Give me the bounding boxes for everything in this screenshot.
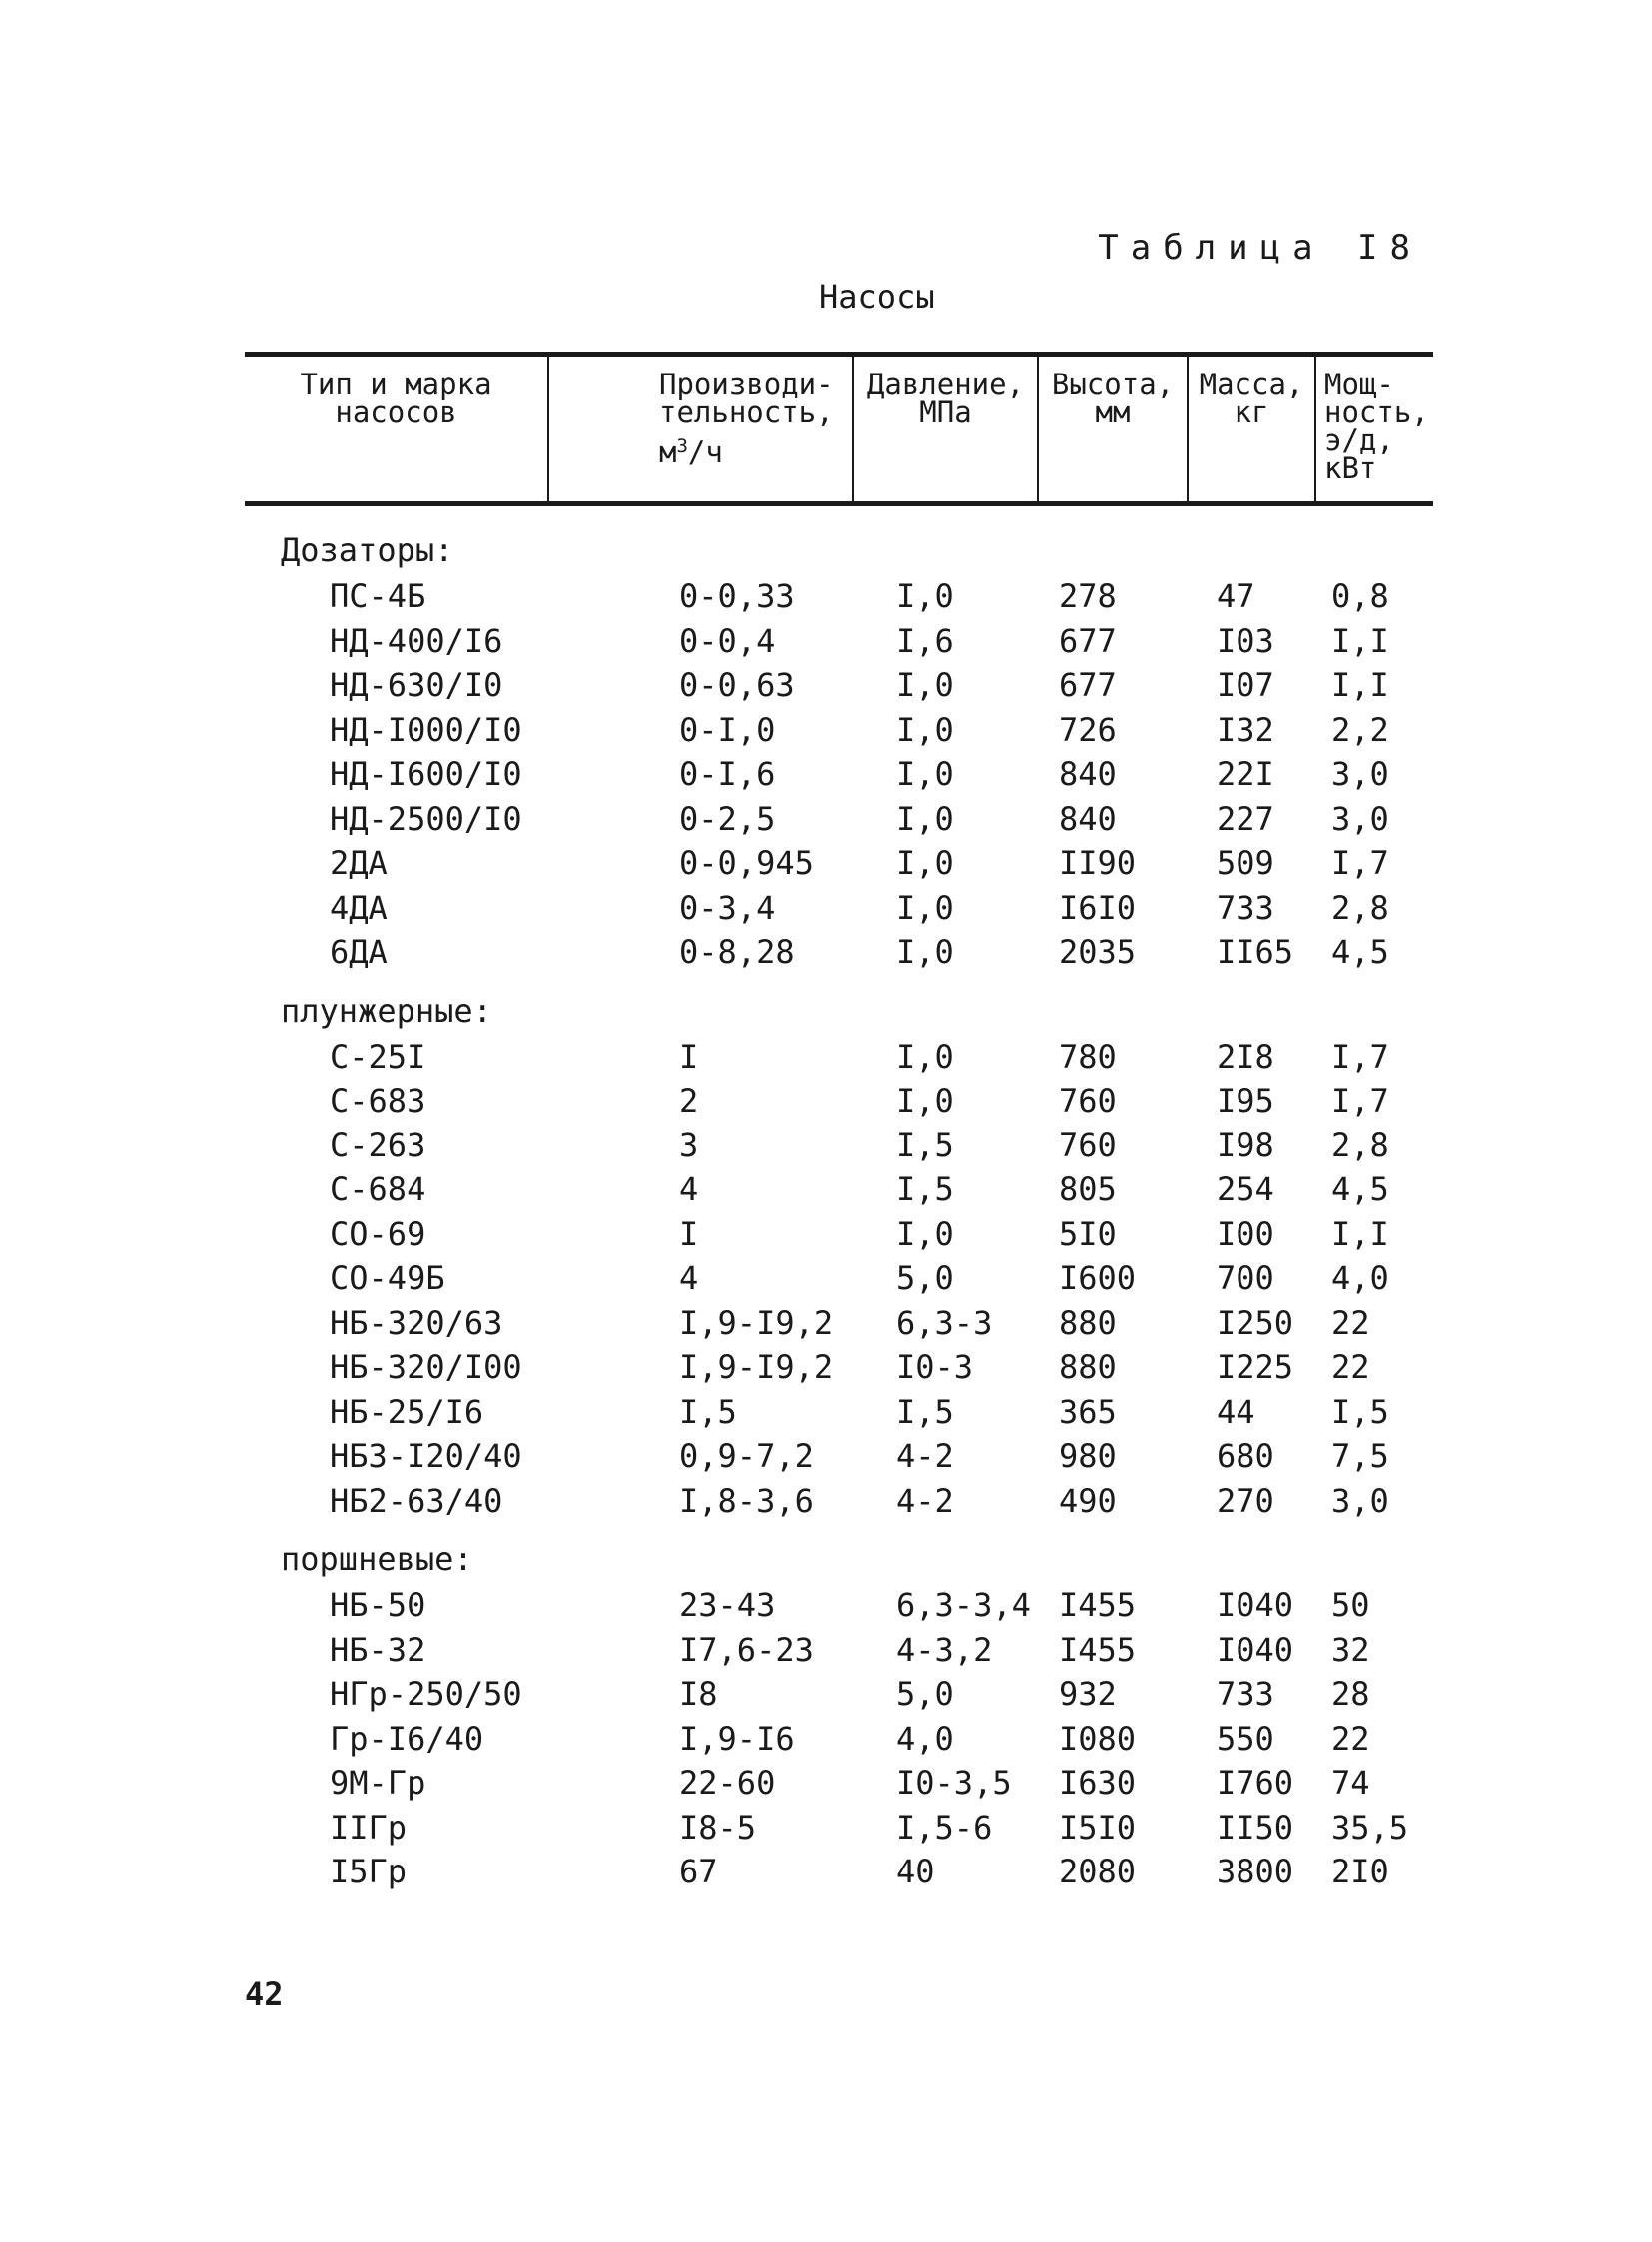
cell-type-brand: НД-630/I0: [330, 666, 503, 704]
page-number: 42: [245, 1975, 284, 2013]
cell-type-brand: НБ-320/I00: [330, 1348, 522, 1386]
cell-pressure: I,0: [896, 1037, 954, 1076]
cell-height: 677: [1059, 621, 1117, 660]
table-row: [245, 1628, 1433, 1673]
cell-type-brand: Гр-I6/40: [330, 1719, 484, 1758]
cell-mass: 680: [1217, 1437, 1274, 1475]
header-type-brand: Тип и марка насосов: [245, 357, 549, 501]
table-row: [245, 1479, 1433, 1524]
section-gap: [245, 1523, 1433, 1535]
table-row: [245, 663, 1433, 708]
section-label: Дозаторы:: [281, 531, 454, 569]
section-gap: [245, 975, 1433, 987]
cell-type-brand: НБ-25/I6: [330, 1392, 484, 1431]
table-row: [245, 1672, 1433, 1717]
cell-height: 760: [1059, 1082, 1117, 1120]
cell-height: 840: [1059, 755, 1117, 793]
cell-capacity: 0,9-7,2: [679, 1437, 814, 1475]
cell-power: I,I: [1331, 1214, 1389, 1253]
cell-height: I5I0: [1059, 1808, 1137, 1847]
cell-type-brand: НБ2-63/40: [330, 1481, 503, 1520]
cell-capacity: I,9-I6: [679, 1719, 795, 1758]
cell-pressure: 4-3,2: [896, 1630, 993, 1669]
cell-pressure: I,0: [896, 888, 954, 927]
cell-mass: 227: [1217, 799, 1274, 838]
cell-pressure: 4-2: [896, 1481, 954, 1520]
cell-type-brand: НД-400/I6: [330, 621, 503, 660]
cell-mass: 44: [1217, 1392, 1255, 1431]
cell-power: 4,5: [1331, 1170, 1389, 1208]
cell-mass: 254: [1217, 1170, 1274, 1208]
cell-height: 840: [1059, 799, 1117, 838]
header-capacity: Производи- тельность, $м^3/ч$: [549, 357, 854, 501]
cell-type-brand: ПС-4Б: [330, 577, 426, 615]
cell-height: 677: [1059, 666, 1117, 704]
cell-pressure: 6,3-3: [896, 1303, 993, 1342]
cell-mass: 733: [1217, 888, 1274, 927]
cell-type-brand: С-683: [330, 1082, 426, 1120]
cell-power: 74: [1331, 1764, 1370, 1802]
cell-power: 3,0: [1331, 799, 1389, 838]
cell-height: II90: [1059, 844, 1137, 882]
cell-mass: 2I8: [1217, 1037, 1274, 1076]
cell-mass: 509: [1217, 844, 1274, 882]
cell-height: I455: [1059, 1630, 1137, 1669]
cell-pressure: I,0: [896, 755, 954, 793]
cell-capacity: 2: [679, 1082, 699, 1120]
cell-mass: I95: [1217, 1082, 1274, 1120]
cell-height: 760: [1059, 1125, 1117, 1164]
cell-mass: II50: [1217, 1808, 1294, 1847]
cell-height: I6I0: [1059, 888, 1137, 927]
cell-type-brand: НБ-32: [330, 1630, 426, 1669]
cell-power: I,7: [1331, 844, 1389, 882]
cell-power: I,I: [1331, 666, 1389, 704]
cell-capacity: 0-0,4: [679, 621, 776, 660]
cell-capacity: 0-0,63: [679, 666, 795, 704]
cell-mass: I040: [1217, 1586, 1294, 1624]
cell-type-brand: 6ДА: [330, 933, 388, 971]
cell-capacity: I,9-I9,2: [679, 1303, 834, 1342]
cell-pressure: I,0: [896, 844, 954, 882]
table-body: [245, 506, 1433, 1894]
cell-capacity: I,9-I9,2: [679, 1348, 834, 1386]
cell-pressure: I,5: [896, 1392, 954, 1431]
cell-type-brand: НБ-50: [330, 1586, 426, 1624]
cell-mass: I98: [1217, 1125, 1274, 1164]
cell-mass: 733: [1217, 1675, 1274, 1713]
header-pressure: Давление, МПа: [854, 357, 1039, 501]
cell-capacity: I,5: [679, 1392, 737, 1431]
cell-power: 22: [1331, 1719, 1370, 1758]
cell-capacity: 0-2,5: [679, 799, 776, 838]
table-row: [245, 930, 1433, 975]
cell-mass: I040: [1217, 1630, 1294, 1669]
cell-type-brand: 2ДА: [330, 844, 388, 882]
cell-height: 490: [1059, 1481, 1117, 1520]
cell-power: 35,5: [1331, 1808, 1409, 1847]
cell-power: 2,8: [1331, 888, 1389, 927]
cell-power: I,I: [1331, 621, 1389, 660]
table-row: [245, 574, 1433, 619]
cell-mass: I250: [1217, 1303, 1294, 1342]
cell-capacity: I7,6-23: [679, 1630, 814, 1669]
cell-height: 780: [1059, 1037, 1117, 1076]
cell-type-brand: 4ДА: [330, 888, 388, 927]
cell-power: 2,2: [1331, 710, 1389, 749]
cell-height: 278: [1059, 577, 1117, 615]
cell-capacity: I8: [679, 1675, 718, 1713]
cell-capacity: 0-3,4: [679, 888, 776, 927]
cell-type-brand: СО-49Б: [330, 1259, 445, 1297]
table-caption: Таблица I8: [1098, 228, 1422, 268]
table-row: [245, 1035, 1433, 1080]
cell-height: 726: [1059, 710, 1117, 749]
cell-capacity: 4: [679, 1170, 699, 1208]
cell-pressure: I,0: [896, 1214, 954, 1253]
cell-power: I,7: [1331, 1037, 1389, 1076]
table-row: [245, 841, 1433, 886]
cell-height: I600: [1059, 1259, 1137, 1297]
cell-capacity: 0-I,0: [679, 710, 776, 749]
cell-height: 365: [1059, 1392, 1117, 1431]
table-row: [245, 1761, 1433, 1806]
cell-capacity: 0-0,945: [679, 844, 814, 882]
cell-capacity: 0-I,6: [679, 755, 776, 793]
table-row: [245, 1079, 1433, 1123]
cell-mass: I03: [1217, 621, 1274, 660]
cell-capacity: I: [679, 1037, 699, 1076]
cell-capacity: 22-60: [679, 1764, 776, 1802]
table-row: [245, 752, 1433, 797]
cell-pressure: I,0: [896, 577, 954, 615]
cell-mass: 22I: [1217, 755, 1274, 793]
cell-height: 805: [1059, 1170, 1117, 1208]
table-row: [245, 1806, 1433, 1851]
cell-power: I,5: [1331, 1392, 1389, 1431]
cell-pressure: I,0: [896, 666, 954, 704]
cell-pressure: I,0: [896, 799, 954, 838]
cell-type-brand: СО-69: [330, 1214, 426, 1253]
cell-capacity: 67: [679, 1853, 718, 1890]
table-row: [245, 1345, 1433, 1390]
cell-power: 32: [1331, 1630, 1370, 1669]
cell-power: 0,8: [1331, 577, 1389, 615]
cell-pressure: 40: [896, 1853, 935, 1890]
table-row: [245, 1301, 1433, 1346]
cell-capacity: 23-43: [679, 1586, 776, 1624]
cell-power: 4,5: [1331, 933, 1389, 971]
cell-type-brand: НБ-320/63: [330, 1303, 503, 1342]
table-row: [245, 619, 1433, 664]
table-row: [245, 1717, 1433, 1762]
cell-type-brand: НД-I000/I0: [330, 710, 522, 749]
table-row: [245, 886, 1433, 931]
table-row: [245, 1434, 1433, 1479]
cell-height: 932: [1059, 1675, 1117, 1713]
cell-power: 50: [1331, 1586, 1370, 1624]
cell-power: 28: [1331, 1675, 1370, 1713]
cell-pressure: I,0: [896, 933, 954, 971]
cell-pressure: 5,0: [896, 1259, 954, 1297]
cell-height: 2035: [1059, 933, 1137, 971]
cell-mass: 47: [1217, 577, 1255, 615]
pumps-table: [245, 352, 1433, 1894]
cell-type-brand: НБ3-I20/40: [330, 1437, 522, 1475]
cell-pressure: I,0: [896, 1082, 954, 1120]
cell-mass: I00: [1217, 1214, 1274, 1253]
section-label: поршневые:: [281, 1540, 473, 1578]
cell-pressure: I,5-6: [896, 1808, 993, 1847]
header-mass: Масса, кг: [1189, 357, 1316, 501]
cell-type-brand: IIГр: [330, 1808, 408, 1847]
cell-power: 4,0: [1331, 1259, 1389, 1297]
cell-height: 880: [1059, 1348, 1117, 1386]
cell-power: 2,8: [1331, 1125, 1389, 1164]
cell-mass: 550: [1217, 1719, 1274, 1758]
cell-capacity: I8-5: [679, 1808, 757, 1847]
cell-capacity: 0-0,33: [679, 577, 795, 615]
cell-height: 2080: [1059, 1853, 1137, 1890]
cell-pressure: I0-3,5: [896, 1764, 1012, 1802]
cell-mass: 3800: [1217, 1853, 1294, 1890]
cell-power: 2I0: [1331, 1853, 1389, 1890]
cell-pressure: 4-2: [896, 1437, 954, 1475]
table-row: [245, 1212, 1433, 1257]
cell-pressure: I,0: [896, 710, 954, 749]
cell-height: 880: [1059, 1303, 1117, 1342]
cell-capacity: 3: [679, 1125, 699, 1164]
table-header: [245, 357, 1433, 501]
cell-power: 22: [1331, 1303, 1370, 1342]
cell-power: 3,0: [1331, 1481, 1389, 1520]
cell-power: 3,0: [1331, 755, 1389, 793]
cell-mass: I760: [1217, 1764, 1294, 1802]
table-title: Насосы: [819, 278, 935, 316]
table-row: [245, 1256, 1433, 1301]
table-row: [245, 1390, 1433, 1435]
cell-height: 5I0: [1059, 1214, 1117, 1253]
cell-pressure: 4,0: [896, 1719, 954, 1758]
table-row: [245, 1583, 1433, 1628]
cell-capacity: I: [679, 1214, 699, 1253]
cell-mass: I225: [1217, 1348, 1294, 1386]
cell-power: 22: [1331, 1348, 1370, 1386]
header-power: Мощ- ность, э/д, кВт: [1324, 368, 1429, 485]
cell-type-brand: I5Гр: [330, 1853, 408, 1890]
header-height: Высота, мм: [1039, 357, 1189, 501]
section-label: плунжерные:: [281, 991, 492, 1030]
cell-capacity: 4: [679, 1259, 699, 1297]
cell-mass: 270: [1217, 1481, 1274, 1520]
cell-pressure: I0-3: [896, 1348, 974, 1386]
cell-mass: I07: [1217, 666, 1274, 704]
cell-mass: I32: [1217, 710, 1274, 749]
cell-pressure: I,6: [896, 621, 954, 660]
cell-height: I080: [1059, 1719, 1137, 1758]
table-row: [245, 797, 1433, 842]
cell-height: 980: [1059, 1437, 1117, 1475]
table-row: [245, 1123, 1433, 1168]
cell-mass: 700: [1217, 1259, 1274, 1297]
cell-type-brand: С-263: [330, 1125, 426, 1164]
cell-mass: II65: [1217, 933, 1294, 971]
cell-type-brand: С-684: [330, 1170, 426, 1208]
cell-pressure: 6,3-3,4: [896, 1586, 1031, 1624]
cell-type-brand: С-25I: [330, 1037, 426, 1076]
cell-power: 7,5: [1331, 1437, 1389, 1475]
cell-capacity: 0-8,28: [679, 933, 795, 971]
cell-pressure: I,5: [896, 1125, 954, 1164]
cell-type-brand: НГр-250/50: [330, 1675, 522, 1713]
cell-height: I630: [1059, 1764, 1137, 1802]
table-row: [245, 1167, 1433, 1212]
cell-pressure: 5,0: [896, 1675, 954, 1713]
table-row: [245, 1850, 1433, 1894]
cell-type-brand: НД-I600/I0: [330, 755, 522, 793]
cell-capacity: I,8-3,6: [679, 1481, 814, 1520]
cell-pressure: I,5: [896, 1170, 954, 1208]
cell-power: I,7: [1331, 1082, 1389, 1120]
cell-type-brand: 9М-Гр: [330, 1764, 426, 1802]
cell-height: I455: [1059, 1586, 1137, 1624]
cell-type-brand: НД-2500/I0: [330, 799, 522, 838]
table-row: [245, 708, 1433, 753]
